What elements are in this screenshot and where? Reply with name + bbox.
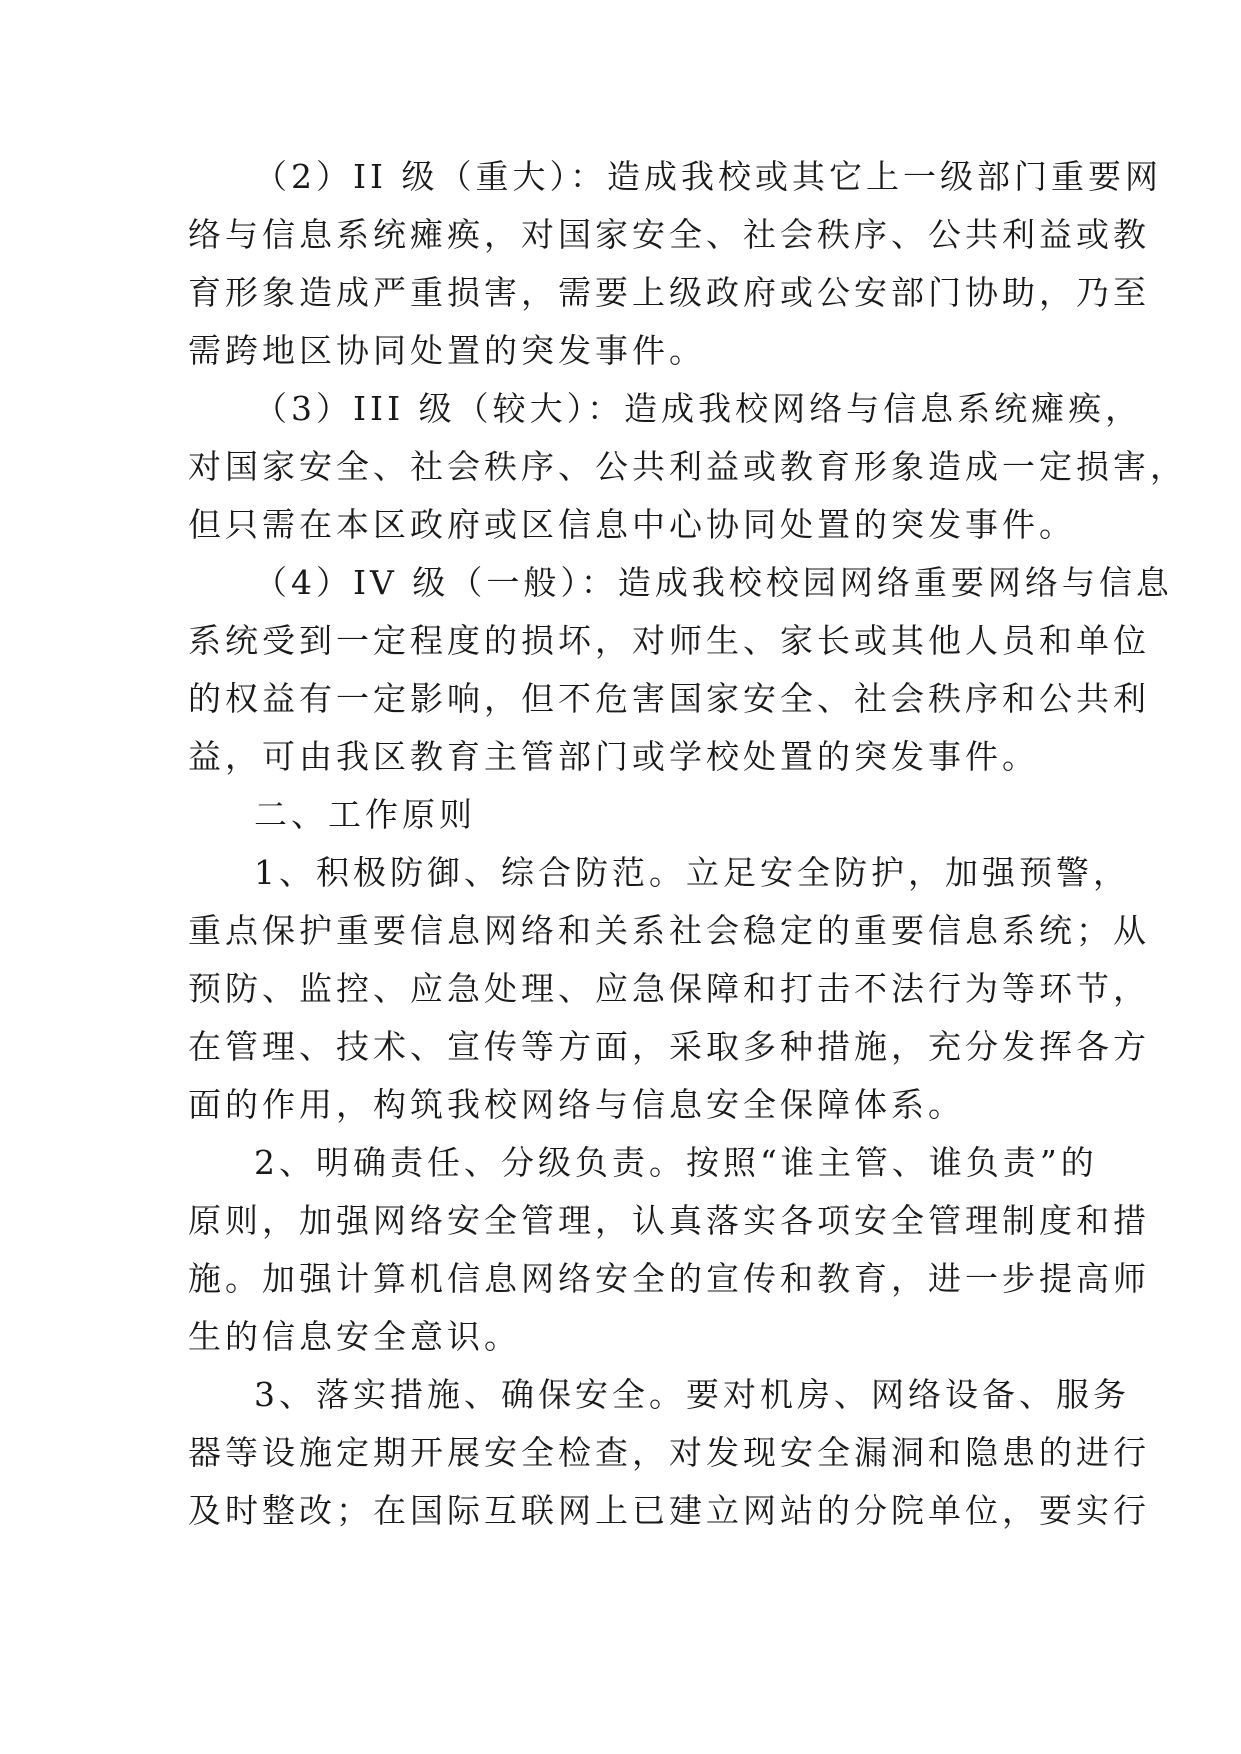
paragraph-line: 对国家安全、社会秩序、公共利益或教育形象造成一定损害， xyxy=(188,447,1187,486)
paragraph-line: 络与信息系统瘫痪，对国家安全、社会秩序、公共利益或教 xyxy=(188,215,1150,254)
paragraph-line: 器等设施定期开展安全检查，对发现安全漏洞和隐患的进行 xyxy=(188,1433,1150,1472)
document-body xyxy=(188,148,1187,1540)
paragraph-line: 育形象造成严重损害，需要上级政府或公安部门协助，乃至 xyxy=(188,273,1150,312)
paragraph-line: 面的作用，构筑我校网络与信息安全保障体系。 xyxy=(188,1085,965,1124)
paragraph-line: 1、积极防御、综合防范。立足安全防护，加强预警， xyxy=(254,853,1130,892)
paragraph-line: （2）II 级（重大）：造成我校或其它上一级部门重要网 xyxy=(254,157,1163,196)
paragraph-line: 但只需在本区政府或区信息中心协同处置的突发事件。 xyxy=(188,505,1076,544)
paragraph-line: （3）III 级（较大）：造成我校网络与信息系统瘫痪， xyxy=(254,389,1143,428)
paragraph-line: 系统受到一定程度的损坏，对师生、家长或其他人员和单位 xyxy=(188,621,1150,660)
paragraph-line: 3、落实措施、确保安全。要对机房、网络设备、服务 xyxy=(254,1375,1130,1414)
paragraph-line: 生的信息安全意识。 xyxy=(188,1317,521,1356)
paragraph-line: 需跨地区协同处置的突发事件。 xyxy=(188,331,706,370)
paragraph-line: 重点保护重要信息网络和关系社会稳定的重要信息系统；从 xyxy=(188,911,1150,950)
paragraph-line: 及时整改；在国际互联网上已建立网站的分院单位，要实行 xyxy=(188,1491,1150,1530)
section-heading: 二、工作原则 xyxy=(254,795,476,834)
paragraph-line: 益，可由我区教育主管部门或学校处置的突发事件。 xyxy=(188,737,1039,776)
paragraph-line: 施。加强计算机信息网络安全的宣传和教育，进一步提高师 xyxy=(188,1259,1150,1298)
paragraph-line: 2、明确责任、分级负责。按照“谁主管、谁负责”的 xyxy=(254,1143,1098,1182)
paragraph-line: 的权益有一定影响，但不危害国家安全、社会秩序和公共利 xyxy=(188,679,1150,718)
paragraph-line: （4）IV 级（一般）：造成我校校园网络重要网络与信息 xyxy=(254,563,1173,602)
paragraph-line: 预防、监控、应急处理、应急保障和打击不法行为等环节， xyxy=(188,969,1150,1008)
paragraph-line: 原则，加强网络安全管理，认真落实各项安全管理制度和措 xyxy=(188,1201,1150,1240)
paragraph-line: 在管理、技术、宣传等方面，采取多种措施，充分发挥各方 xyxy=(188,1027,1150,1066)
